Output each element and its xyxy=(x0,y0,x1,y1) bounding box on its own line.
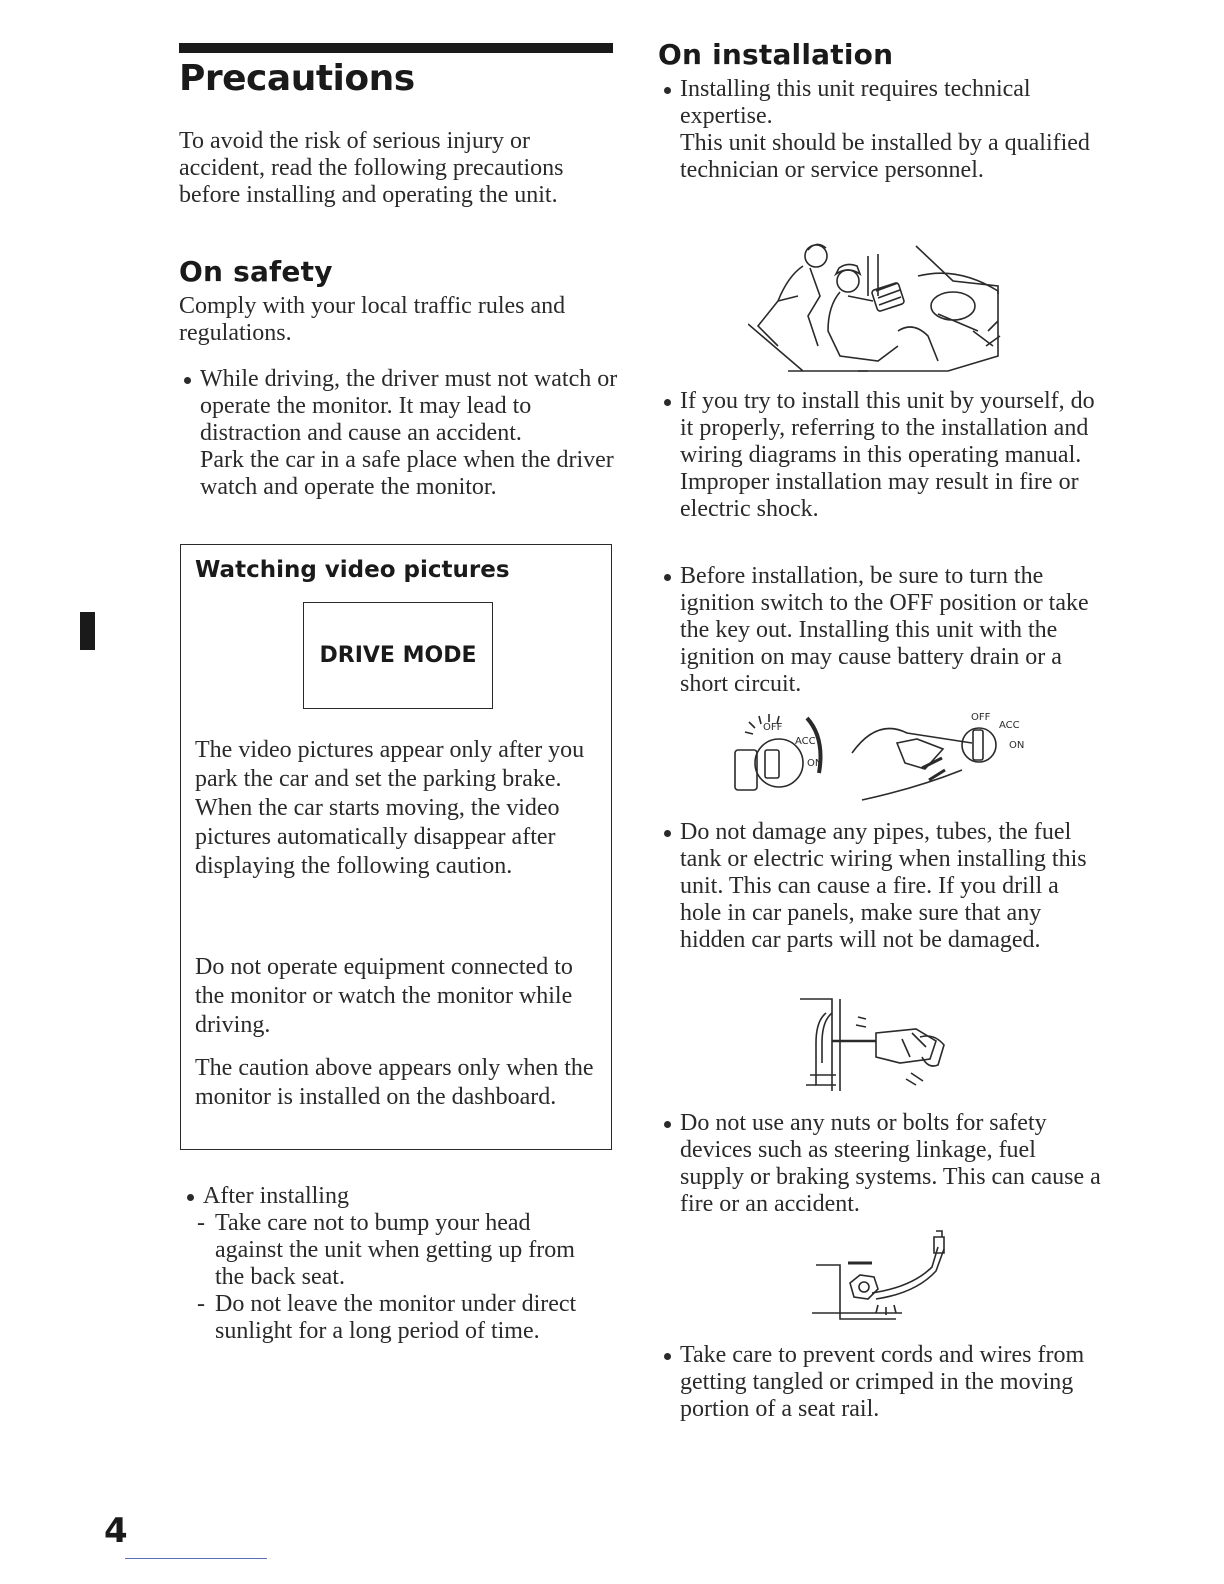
bolt-icon xyxy=(812,1227,952,1327)
safety-lead: Comply with your local traffic rules and regulations. xyxy=(179,293,566,346)
installation-list-1 xyxy=(660,76,1105,184)
watching-para-1a: The video pictures appear only after you park the car and set the parking brake. xyxy=(195,737,585,792)
page-number: 4 xyxy=(104,1511,128,1551)
ignition-off-label-a: OFF xyxy=(763,722,783,733)
list-item xyxy=(660,1110,1105,1218)
after-label: After installing xyxy=(203,1183,349,1209)
install-bullet-3: Before installation, be sure to turn the ignition switch to the OFF position or take the key out. Installing this unit with the ignition on may cause battery drain or a short circuit. xyxy=(680,563,1089,697)
install-bullet-1b: This unit should be installed by a qualified technician or service personnel. xyxy=(680,130,1090,183)
watching-para-1b: When the car starts moving, the video pictures automatically disappear after displaying the following caution. xyxy=(195,795,560,879)
install-bullet-6: Take care to prevent cords and wires from getting tangled or crimped in the moving portion of a seat rail. xyxy=(680,1342,1085,1422)
page-title: Precautions xyxy=(179,58,415,99)
installation-list-5 xyxy=(660,1110,1105,1218)
list-item xyxy=(183,1183,603,1210)
watching-heading: Watching video pictures xyxy=(195,557,510,583)
drive-mode-label: DRIVE MODE xyxy=(319,643,477,668)
list-item xyxy=(180,366,620,501)
after-dash-2: - Do not leave the monitor under direct sunlight for a long period of time. xyxy=(183,1291,603,1345)
watching-para-1 xyxy=(195,736,605,881)
list-item xyxy=(660,388,1105,523)
after-installing xyxy=(183,1183,603,1345)
safety-bullet-text-2: Park the car in a safe place when the driver watch and operate the monitor. xyxy=(200,447,614,500)
list-item xyxy=(660,76,1105,184)
title-rule xyxy=(179,43,613,53)
footer-rule xyxy=(125,1558,267,1559)
section-marker xyxy=(80,612,95,650)
watching-para-2: Do not operate equipment connected to the monitor or watch the monitor while driving. xyxy=(195,954,573,1038)
intro-text: To avoid the risk of serious injury or accident, read the following precautions before installing and operating the unit. xyxy=(179,128,564,208)
installation-list-2 xyxy=(660,388,1105,523)
list-item xyxy=(660,563,1105,698)
installation-list-6 xyxy=(660,1342,1105,1423)
install-bullet-4: Do not damage any pipes, tubes, the fuel tank or electric wiring when installing this unit. This can cause a fire. If you drill a hole in car panels, make sure that any hidden car parts will not be damaged. xyxy=(680,819,1087,953)
installation-list-3 xyxy=(660,563,1105,698)
drive-mode-display xyxy=(303,602,493,709)
ignition-key-icon xyxy=(727,708,1027,808)
watching-para-3: The caution above appears only when the monitor is installed on the dashboard. xyxy=(195,1055,594,1110)
installation-heading: On installation xyxy=(658,38,894,71)
technicians-installing-icon xyxy=(748,236,1004,376)
ignition-acc-label-a: ACC xyxy=(795,736,816,747)
after-dash-1: - Take care not to bump your head against the unit when getting up from the back seat. xyxy=(183,1210,603,1291)
list-item xyxy=(660,819,1105,954)
safety-list xyxy=(180,366,620,501)
install-bullet-2: If you try to install this unit by yourself, do it properly, referring to the installation and wiring diagrams in this operating manual. Improper installation may result in fire or electric shock. xyxy=(680,388,1095,522)
watching-video-box xyxy=(180,544,612,1150)
drill-icon xyxy=(796,993,956,1093)
ignition-acc-label-b: ACC xyxy=(999,720,1020,731)
list-item xyxy=(660,1342,1105,1423)
install-bullet-1: Installing this unit requires technical expertise. xyxy=(680,76,1031,129)
safety-bullet-text: While driving, the driver must not watch or operate the monitor. It may lead to distraction and cause an accident. xyxy=(200,366,618,446)
safety-heading: On safety xyxy=(179,255,333,288)
install-bullet-5: Do not use any nuts or bolts for safety devices such as steering linkage, fuel supply or braking systems. This can cause a fire or an accident. xyxy=(680,1110,1101,1217)
installation-list-4 xyxy=(660,819,1105,954)
ignition-on-label-a: ON xyxy=(807,758,823,769)
ignition-on-label-b: ON xyxy=(1009,740,1025,751)
ignition-off-label-b: OFF xyxy=(971,712,991,723)
